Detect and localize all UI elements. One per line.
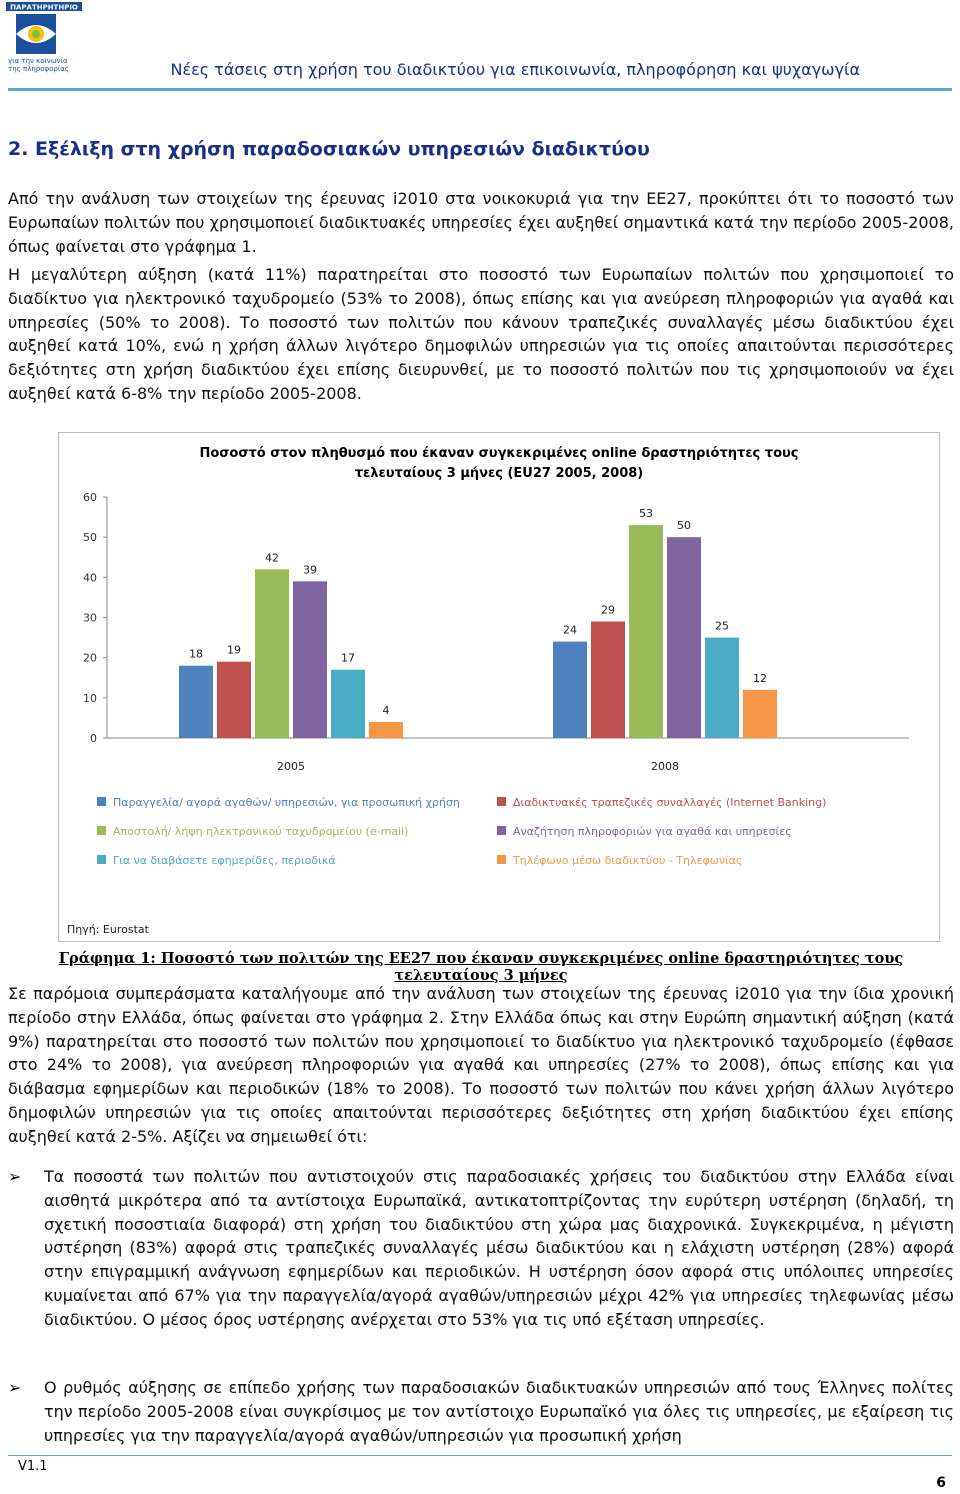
y-tick-label: 60 <box>83 491 97 504</box>
y-tick-label: 40 <box>83 571 97 585</box>
y-tick-label: 0 <box>90 732 97 745</box>
bar-value-label: 12 <box>753 671 767 685</box>
bar-value-label: 39 <box>303 563 317 577</box>
legend-label: Παραγγελία/ αγορά αγαθών/ υπηρεσιών, για προσωπική χρήση <box>113 796 460 809</box>
bar-chart <box>59 433 939 941</box>
legend-swatch <box>97 826 106 835</box>
y-tick-label: 10 <box>83 691 97 705</box>
bar <box>667 537 701 738</box>
bar <box>369 722 403 738</box>
bar-value-label: 42 <box>265 551 279 565</box>
legend-label: Διαδικτυακές τραπεζικές συναλλαγές (Internet Banking) <box>513 796 827 809</box>
bar <box>255 569 289 738</box>
legend-swatch <box>97 855 106 864</box>
bar <box>629 525 663 738</box>
running-header-text: Νέες τάσεις στη χρήση του διαδικτύου για επικοινωνία, πληροφόρηση και ψυχαγωγία <box>170 60 860 79</box>
paragraph-greece: Σε παρόμοια συμπεράσματα καταλήγουμε από την ανάλυση των στοιχείων της έρευνας i2010 για την ίδια χρονική περίοδο στην Ελλάδα, όπως φαίνεται στο γράφημα 2. Στην Ελλάδα όπως και στην Ευρώπη σημαντική αύξηση (κατά 9%) παρατηρείται στο ποσοστό των πολιτών που χρησιμοποιεί το διαδίκτυο για ηλεκτρονικό ταχυδρομείο (έφθασε στο 24% το 2008), για ανεύρεση πληροφοριών για αγαθά και υπηρεσίες (27% το 2008), όπως επίσης και για διάβασμα εφημερίδων και περιοδικών (18% το 2008). Το ποσοστό των πολιτών που κάνει χρήση άλλων λιγότερο δημοφιλών υπηρεσιών για τις οποίες απαιτούνται περισσότερες δεξιότητες στη χρήση διαδικτύου έχει επίσης αυξηθεί κατά 2-5%. Αξίζει να σημειωθεί ότι: <box>8 984 954 1146</box>
bar-value-label: 17 <box>341 651 355 665</box>
running-header <box>120 60 860 79</box>
legend-label: Για να διαβάσετε εφημερίδες, περιοδικά <box>113 854 336 867</box>
legend-label: Τηλέφωνο μέσω διαδικτύου - Τηλεφωνίας <box>513 854 743 867</box>
y-tick-label: 50 <box>83 531 97 545</box>
paragraph-intro: Από την ανάλυση των στοιχείων της έρευνας i2010 στα νοικοκυριά για την ΕΕ27, προκύπτει ότι το ποσοστό των Ευρωπαίων πολιτών που χρησιμοποιεί διαδικτυακές υπηρεσίες έχει αυξηθεί σημαντικά κατά την περίοδο 2005-2008, όπως φαίνεται στο γράφημα 1. <box>8 189 954 256</box>
legend-swatch <box>97 797 106 806</box>
bar <box>591 622 625 738</box>
logo-tagline-2: της πληροφορίας <box>8 65 69 73</box>
x-tick-label: 2008 <box>651 760 679 773</box>
bar-value-label: 24 <box>563 623 577 637</box>
footer-rule <box>8 1455 952 1456</box>
version-label: V1.1 <box>18 1459 48 1474</box>
logo-tagline-1: για την κοινωνία <box>8 57 68 65</box>
bar <box>293 581 327 738</box>
logo-pupil <box>32 30 40 38</box>
bar <box>705 638 739 738</box>
bullet-arrow-icon: ➢ <box>8 1378 22 1397</box>
header-rule <box>8 88 952 91</box>
legend-label: Αναζήτηση πληροφοριών για αγαθά και υπηρεσίες <box>513 825 792 838</box>
section-title: 2. Εξέλιξη στη χρήση παραδοσιακών υπηρεσιών διαδικτύου <box>8 138 650 160</box>
paragraph-eu-growth: Η μεγαλύτερη αύξηση (κατά 11%) παρατηρείται στο ποσοστό των Ευρωπαίων πολιτών που χρησιμοποιεί το διαδίκτυο για ηλεκτρονικό ταχυδρομείο (53% το 2008), όπως επίσης και για ανεύρεση πληροφοριών για αγαθά και υπηρεσίες (50% το 2008). Το ποσοστό των πολιτών που κάνουν τραπεζικές συναλλαγές μέσω διαδικτύου έχει αυξηθεί κατά 10%, ενώ η χρήση άλλων λιγότερο δημοφιλών υπηρεσιών για τις οποίες απαιτούνται περισσότερες δεξιότητες στη χρήση διαδικτύου έχει επίσης διευρυνθεί, με το ποσοστό πολιτών που τις χρησιμοποιούν να έχει αυξηθεί κατά 6-8% την περίοδο 2005-2008. <box>8 265 954 403</box>
bar-value-label: 18 <box>189 647 203 661</box>
chart-title-line-2: τελευταίους 3 μήνες (EU27 2005, 2008) <box>354 466 644 481</box>
bar <box>743 690 777 738</box>
bullet-text: Τα ποσοστά των πολιτών που αντιστοιχούν στις παραδοσιακές χρήσεις του διαδικτύου στην Ελλάδα είναι αισθητά μικρότερα από τα αντίστοιχα Ευρωπαϊκά, αντικατοπτρίζοντας την ευρύτερη υστέρηση (δηλαδή, τη σχετική ποσοστιαία διαφορά) στη χρήση του διαδικτύου στη χώρα μας διαχρονικά. Συγκεκριμένα, η μέγιστη υστέρηση (83%) αφορά στις τραπεζικές συναλλαγές μέσω διαδικτύου και η ελάχιστη υστέρηση (28%) αφορά στην επιγραμμική ανάγνωση εφημερίδων και περιοδικών. Η υστέρηση όσον αφορά στις υπόλοιπες υπηρεσίες κυμαίνεται από 67% για την παραγγελία/αγορά αγαθών/υπηρεσιών μέχρι 42% για υπηρεσίες τηλεφωνίας μέσω διαδικτύου. Ο μέσος όρος υστέρησης ανέρχεται στο 53% για τις υπό εξέταση υπηρεσίες. <box>44 1167 954 1329</box>
bullet-text: Ο ρυθμός αύξησης σε επίπεδο χρήσης των παραδοσιακών διαδικτυακών υπηρεσιών από τους Έλληνες πολίτες την περίοδο 2005-2008 είναι συγκρίσιμος με τον αντίστοιχο Ευρωπαϊκό για όλες τις υπηρεσίες, με εξαίρεση τις υπηρεσίες για την παραγγελία/αγορά αγαθών/υπηρεσιών για προσωπική χρήση <box>44 1378 954 1445</box>
bar <box>217 662 251 738</box>
legend-label: Αποστολή/ λήψη ηλεκτρονικού ταχυδρομείου (e-mail) <box>113 825 409 838</box>
chart-caption: Γράφημα 1: Ποσοστό των πολιτών της ΕΕ27 που έκαναν συγκεκριμένες online δραστηριότητες τους τελευταίους 3 μήνες <box>58 950 904 984</box>
legend-swatch <box>497 826 506 835</box>
bar-value-label: 50 <box>677 519 691 533</box>
bar <box>553 642 587 738</box>
bar <box>179 666 213 738</box>
y-tick-label: 30 <box>83 611 97 625</box>
page-number: 6 <box>936 1475 946 1491</box>
logo <box>6 2 82 74</box>
logo-title: ΠΑΡΑΤΗΡΗΤΗΡΙΟ <box>10 3 78 12</box>
bar <box>331 670 365 738</box>
bar-value-label: 53 <box>639 507 653 521</box>
bullet-arrow-icon: ➢ <box>8 1167 22 1186</box>
bar-value-label: 4 <box>382 703 390 717</box>
legend-swatch <box>497 797 506 806</box>
chart-title-line-1: Ποσοστό στον πληθυσμό που έκαναν συγκεκριμένες online δραστηριότητες τους <box>199 446 799 461</box>
chart-frame <box>58 432 940 942</box>
x-tick-label: 2005 <box>277 760 305 773</box>
chart-source: Πηγή: Eurostat <box>67 923 149 936</box>
bar-value-label: 19 <box>227 643 241 657</box>
legend-swatch <box>497 855 506 864</box>
bar-value-label: 29 <box>601 603 615 617</box>
bar-value-label: 25 <box>715 619 729 633</box>
y-tick-label: 20 <box>83 651 97 665</box>
